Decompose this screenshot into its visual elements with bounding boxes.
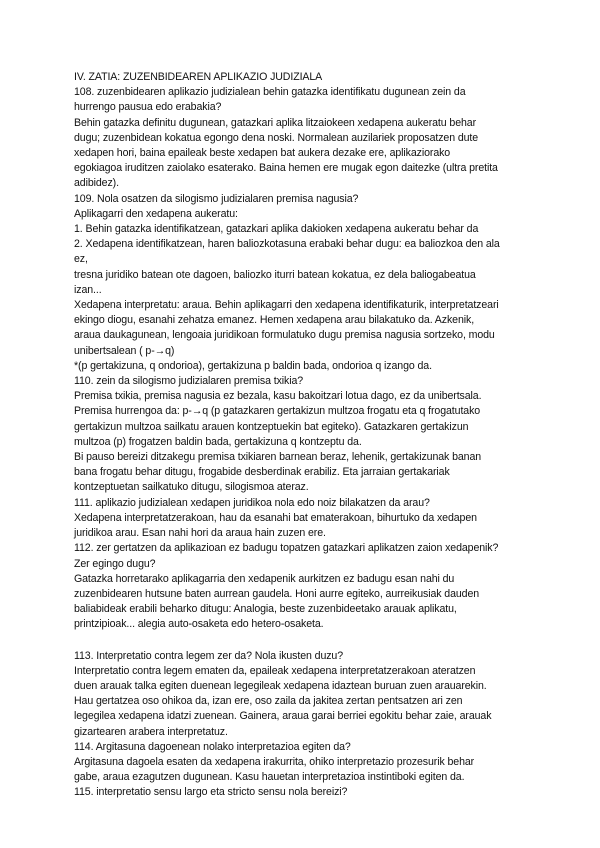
text-line: 109. Nola osatzen da silogismo judizialaren premisa nagusia? <box>74 192 359 205</box>
text-line: juridikoa arau. Esan nahi hori da araua hain zuzen ere. <box>74 527 326 540</box>
text-line: printzipioak... alegia auto-osaketa edo hetero-osaketa. <box>74 618 324 631</box>
text-line: Interpretatio contra legem ematen da, epaileak xedapena interpretatzerakoan ateratzen <box>74 664 476 677</box>
text-line: tresna juridiko batean ote dagoen, baliozko iturri batean kokatua, ez dela baliogabeatua <box>74 268 476 281</box>
text-line: 114. Argitasuna dagoenean nolako interpretazioa egiten da? <box>74 740 351 753</box>
text-line: 111. aplikazio judizialean xedapen juridikoa nola edo noiz bilakatzen da arau? <box>74 496 430 509</box>
text-line: ekingo diogu, esanahi zehatza emanez. Hemen xedapena arau bilakatuko da. Azkenik, <box>74 314 475 327</box>
text-line: 1. Behin gatazka identifikatzean, gatazkari aplika dakioken xedapena aukeratu behar da <box>74 223 479 236</box>
text-line: 113. Interpretatio contra legem zer da? Nola ikusten duzu? <box>74 649 344 662</box>
text-line: hurrengo pausua edo erabakia? <box>74 101 222 114</box>
section-heading: IV. ZATIA: ZUZENBIDEAREN APLIKAZIO JUDIZIALA <box>74 71 323 83</box>
text-line: araua daukagunean, lengoaia juridikoan formulatuko dugu premisa nagusia sortzeko, modu <box>74 329 495 342</box>
paragraph-gap <box>74 633 540 649</box>
text-line: multzoa (p) frogatzen baldin bada, gertakizuna q kontzeptu da. <box>74 435 362 448</box>
text-line: ez, <box>74 253 88 266</box>
text-line: 115. interpretatio sensu largo eta stricto sensu nola bereizi? <box>74 786 348 799</box>
text-line: gizartearen arabera interpretatuz. <box>74 725 228 738</box>
text-line: Xedapena interpretatzerakoan, hau da esanahi bat ematerakoan, bihurtuko da xedapen <box>74 511 477 524</box>
text-line: Premisa txikia, premisa nagusia ez bezala, kasu bakoitzari lotua dago, ez da unibertsala. <box>74 390 482 403</box>
text-line: Zer egingo dugu? <box>74 557 156 570</box>
text-line: Behin gatazka definitu dugunean, gatazkari aplika litzaiokeen xedapena aukeratu behar <box>74 116 477 129</box>
text-line: Aplikagarri den xedapena aukeratu: <box>74 207 238 220</box>
text-line: Argitasuna dagoela esaten da xedapena irakurrita, ohiko interpretazio prozesurik behar <box>74 755 475 768</box>
text-line: Gatazka horretarako aplikagarria den xedapenik aurkitzen ez badugu esan nahi du <box>74 572 455 585</box>
text-line: 108. zuzenbidearen aplikazio judizialean behin gatazka identifikatu dugunean zein da <box>74 86 466 99</box>
text-line: 110. zein da silogismo judizialaren premisa txikia? <box>74 375 304 388</box>
text-line: legegilea xedapena idatzi zuenean. Gainera, araua garai berriei egokitu behar zaie, arauak <box>74 710 492 723</box>
text-line: duen arauak talka egiten duenean legegileak xedapena idaztean buruan zuen arauarekin. <box>74 679 487 692</box>
text-line: Hau gertatzea oso ohikoa da, izan ere, oso zaila da jakitea zertan pentsatzen ari zen <box>74 695 463 708</box>
text-line: dugu; zuzenbidean kokatua egongo dena noski. Normalean auzilariek proposatzen dute <box>74 131 479 144</box>
text-line: Premisa hurrengoa da: p-→q (p gatazkaren gertakizun multzoa frogatu eta q frogatutako <box>74 405 481 418</box>
text-line: 2. Xedapena identifikatzean, haren baliozkotasuna erabaki behar dugu: ea baliozkoa den ala <box>74 238 500 251</box>
text-line: bana frogatu behar ditugu, frogabide desberdinak erabiliz. Eta jarraian gertakariak <box>74 466 450 479</box>
text-line: kontzeptuetan sailkatuko ditugu, silogismoa ateraz. <box>74 481 309 494</box>
text-line: adibidez). <box>74 177 119 190</box>
text-line: baliabideak erabili beharko ditugu: Analogia, beste zuzenbideetako arauak aplikatu, <box>74 603 457 616</box>
text-line: gertakizun multzoa sailkatu arauen kontzeptuekin bat egiteko). Gatazkaren gertakizun <box>74 420 469 433</box>
text-line: *(p gertakizuna, q ondorioa), gertakizuna p baldin bada, ondorioa q izango da. <box>74 359 432 372</box>
text-line: zuzenbidearen hutsune baten aurrean gaudela. Honi aurre egiteko, aurreikusiak dauden <box>74 587 480 600</box>
text-line: 112. zer gertatzen da aplikazioan ez badugu topatzen gatazkari aplikatzen zaion xedapenik? <box>74 542 499 555</box>
text-line: gabe, araua ezagutzen dugunean. Kasu hauetan interpretazioa instintiboki egiten da. <box>74 771 465 784</box>
text-line: Bi pauso bereizi ditzakegu premisa txikiaren barnean beraz, lehenik, gertakizunak banan <box>74 451 482 464</box>
text-line: egokiagoa iruditzen zaiolako esaterako. Baina hemen ere mugak egon daitezke (ultra pretita <box>74 162 498 175</box>
text-line: xedapen hori, baina epaileak beste xedapen bat aukera dezake ere, aplikaziorako <box>74 147 451 160</box>
text-line: unibertsalean ( p-→q) <box>74 344 175 357</box>
text-line: izan... <box>74 283 102 296</box>
text-line: Xedapena interpretatu: araua. Behin aplikagarri den xedapena identifikaturik, interpretatzeari <box>74 299 499 312</box>
